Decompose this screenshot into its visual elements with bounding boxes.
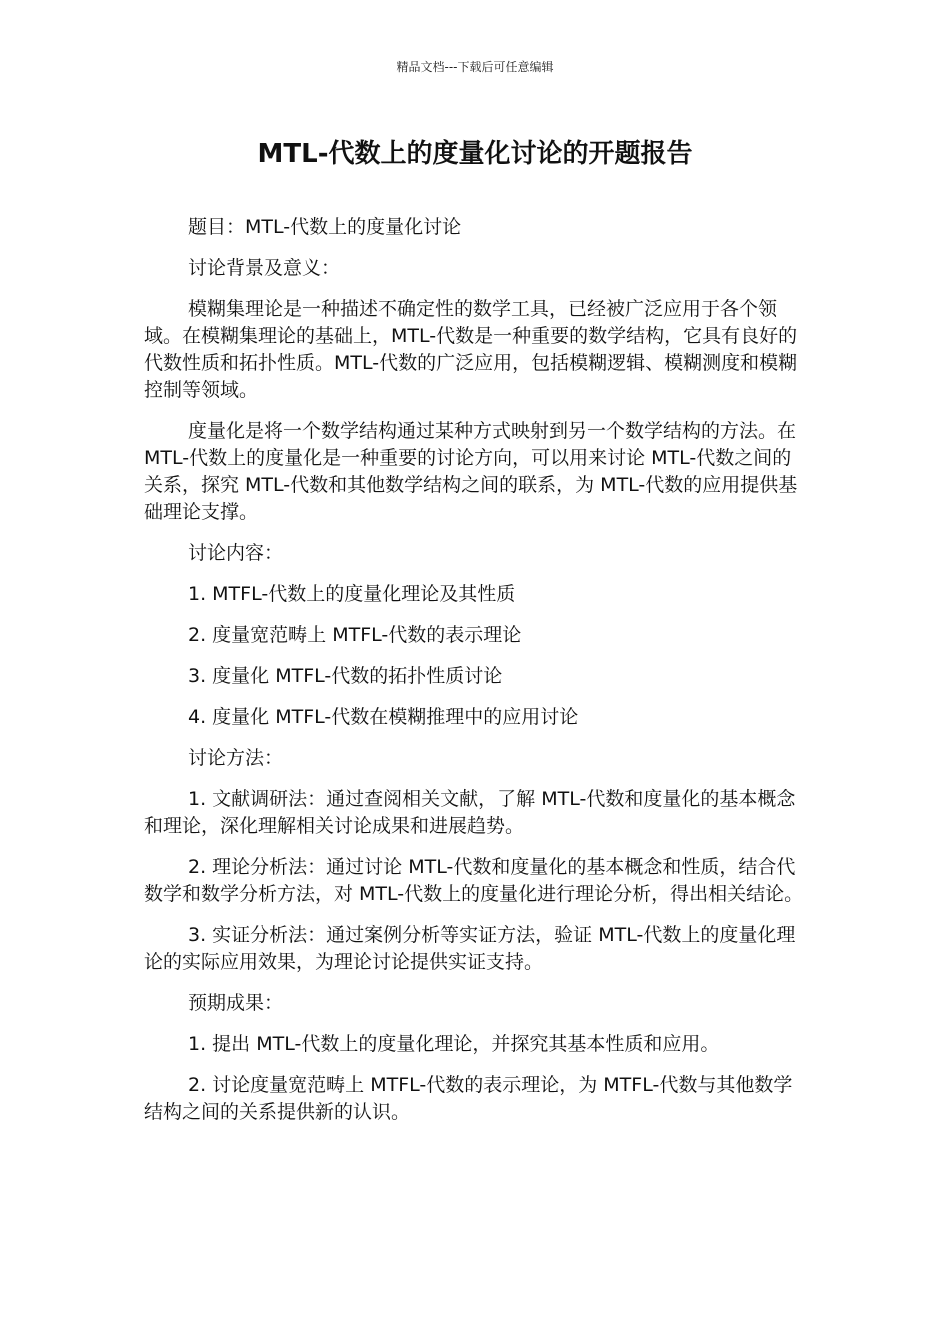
- content-item-2: 2. 度量宽范畴上 MTFL-代数的表示理论: [188, 624, 522, 646]
- section-heading-methods: 讨论方法：: [188, 747, 284, 769]
- paragraph-background-1: 模糊集理论是一种描述不确定性的数学工具，已经被广泛应用于各个领域。在模糊集理论的基础上，MTL-代数是一种重要的数学结构，它具有良好的代数性质和拓扑性质。MTL-代数的广泛应用，包括模糊逻辑、模糊测度和模糊控制等领域。: [144, 298, 798, 401]
- method-item-2: 2. 理论分析法：通过讨论 MTL-代数和度量化的基本概念和性质，结合代数学和数学分析方法，对 MTL-代数上的度量化进行理论分析，得出相关结论。: [144, 856, 804, 905]
- page-header-note: 精品文档---下载后可任意编辑: [396, 60, 554, 74]
- outcome-item-2: 2. 讨论度量宽范畴上 MTFL-代数的表示理论，为 MTFL-代数与其他数学结构之间的关系提供新的认识。: [144, 1074, 793, 1123]
- section-heading-content: 讨论内容：: [188, 542, 284, 564]
- method-item-1: 1. 文献调研法：通过查阅相关文献，了解 MTL-代数和度量化的基本概念和理论，深化理解相关讨论成果和进展趋势。: [144, 788, 796, 837]
- paragraph-topic: 题目：MTL-代数上的度量化讨论: [188, 216, 462, 238]
- content-item-1: 1. MTFL-代数上的度量化理论及其性质: [188, 583, 516, 605]
- method-item-3: 3. 实证分析法：通过案例分析等实证方法，验证 MTL-代数上的度量化理论的实际应用效果，为理论讨论提供实证支持。: [144, 924, 796, 973]
- outcome-item-1: 1. 提出 MTL-代数上的度量化理论，并探究其基本性质和应用。: [188, 1033, 720, 1055]
- section-heading-outcomes: 预期成果：: [188, 992, 284, 1014]
- content-item-4: 4. 度量化 MTFL-代数在模糊推理中的应用讨论: [188, 706, 579, 728]
- section-heading-background: 讨论背景及意义：: [188, 257, 341, 279]
- content-item-3: 3. 度量化 MTFL-代数的拓扑性质讨论: [188, 665, 503, 687]
- document-title: MTL-代数上的度量化讨论的开题报告: [257, 139, 693, 169]
- document-body: [144, 214, 806, 1140]
- paragraph-background-2: 度量化是将一个数学结构通过某种方式映射到另一个数学结构的方法。在 MTL-代数上的度量化是一种重要的讨论方向，可以用来讨论 MTL-代数之间的关系，探究 MTL-代数和其他数学结构之间的联系，为 MTL-代数的应用提供基础理论支撑。: [144, 420, 798, 523]
